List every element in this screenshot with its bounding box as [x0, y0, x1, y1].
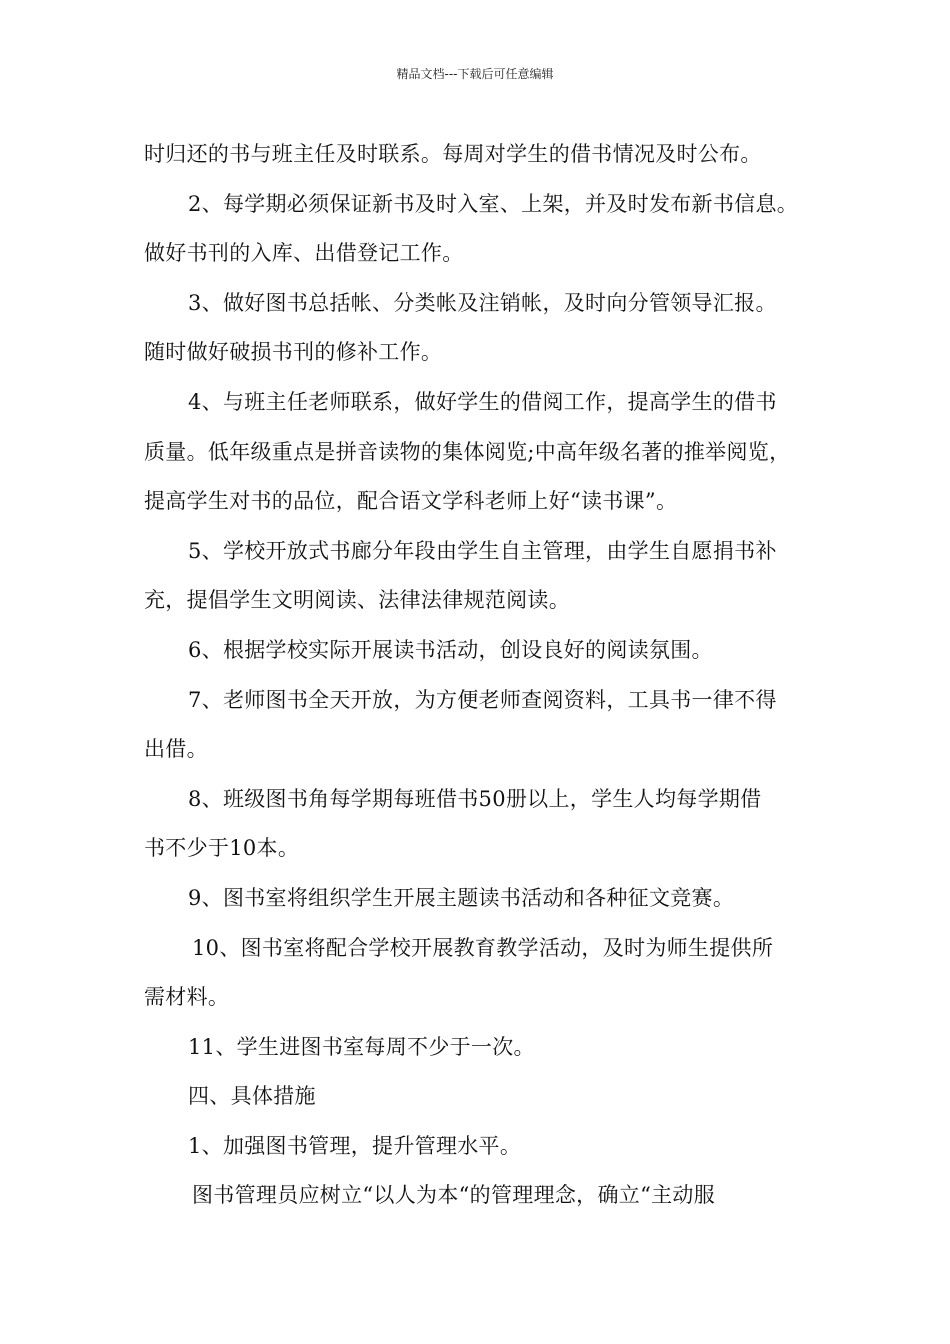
- section-heading: 四、具体措施: [188, 1084, 316, 1109]
- paragraph-line: 5、学校开放式书廊分年段由学生自主管理，由学生自愿捐书补: [188, 538, 777, 563]
- paragraph-line: 质量。低年级重点是拼音读物的集体阅览;中高年级名著的推举阅览，: [144, 439, 791, 464]
- paragraph-line: 2、每学期必须保证新书及时入室、上架，并及时发布新书信息。: [188, 191, 799, 216]
- paragraph-line: 7、老师图书全天开放，为方便老师查阅资料，工具书一律不得: [188, 687, 777, 712]
- paragraph-line: 随时做好破损书刊的修补工作。: [144, 340, 443, 365]
- paragraph-line: 10、图书室将配合学校开展教育教学活动，及时为师生提供所: [192, 935, 774, 960]
- paragraph-line: 11、学生进图书室每周不少于一次。: [188, 1034, 535, 1059]
- paragraph-line: 时归还的书与班主任及时联系。每周对学生的借书情况及时公布。: [144, 142, 762, 166]
- paragraph-line: 9、图书室将组织学生开展主题读书活动和各种征文竞赛。: [188, 885, 735, 910]
- paragraph-line: 充，提倡学生文明阅读、法律法律规范阅读。: [144, 588, 570, 613]
- paragraph-line: 8、班级图书角每学期每班借书50册以上，学生人均每学期借: [188, 786, 762, 811]
- document-body: [144, 130, 824, 1221]
- paragraph-line: 需材料。: [144, 985, 230, 1010]
- paragraph-line: 6、根据学校实际开展读书活动，创设良好的阅读氛围。: [188, 637, 713, 662]
- paragraph-line: 提高学生对书的品位，配合语文学科老师上好“读书课”。: [144, 489, 678, 514]
- paragraph-line: 出借。: [144, 737, 208, 762]
- paragraph-line: 4、与班主任老师联系，做好学生的借阅工作，提高学生的借书: [188, 389, 777, 414]
- paragraph-line: 做好书刊的入库、出借登记工作。: [144, 241, 464, 266]
- page-header: 精品文档---下载后可任意编辑: [396, 67, 554, 81]
- paragraph-line: 1、加强图书管理，提升管理水平。: [188, 1133, 522, 1158]
- paragraph-line: 3、做好图书总括帐、分类帐及注销帐，及时向分管领导汇报。: [188, 290, 777, 315]
- paragraph-line: 书不少于10本。: [144, 836, 300, 861]
- paragraph-line: 图书管理员应树立“以人为本“的管理理念，确立“主动服: [192, 1183, 716, 1208]
